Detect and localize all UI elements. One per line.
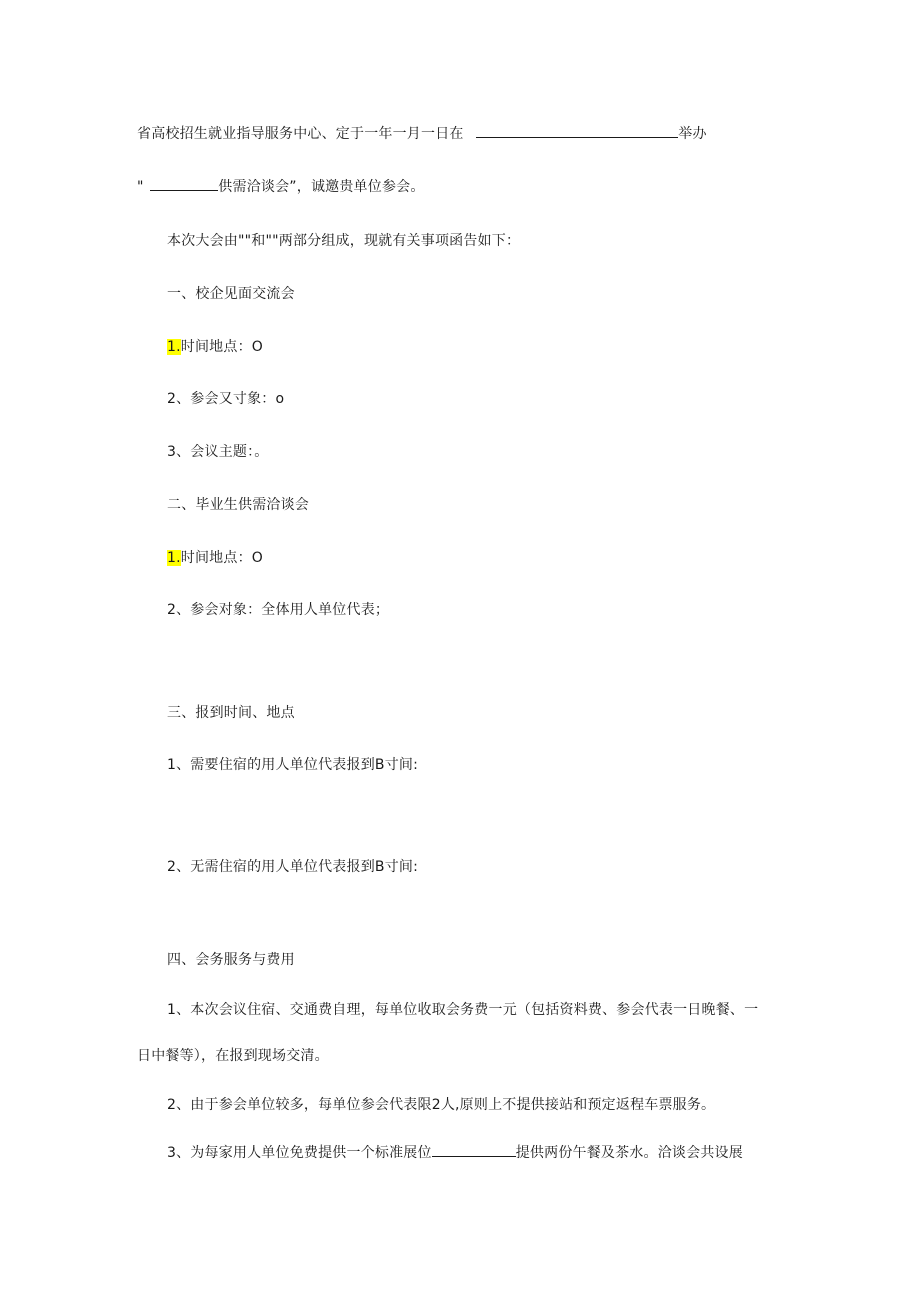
location-blank (476, 124, 678, 138)
parts-paragraph: 本次大会由""和""两部分组成，现就有关事项函告如下： (167, 233, 521, 249)
section4-item1-line2: 日中餐等），在报到现场交清。 (137, 1048, 329, 1064)
highlighted-number: 1. (167, 550, 181, 566)
intro-line (137, 124, 707, 144)
section2-item1 (167, 548, 263, 568)
item-text: 时间地点：O (180, 550, 263, 566)
section3-item1: 1、需要住宿的用人单位代表报到B寸间: (167, 757, 419, 773)
section4-item3 (167, 1143, 743, 1163)
intro-line-2 (137, 177, 425, 197)
section1-item2: 2、参会又寸象：o (167, 391, 285, 407)
intro2-text: 供需洽谈会”，诚邀贵单位参会。 (218, 179, 425, 195)
section2-heading: 二、毕业生供需洽谈会 (167, 497, 309, 513)
intro-text-end: 举办 (678, 126, 707, 142)
item-text: 时间地点：O (180, 339, 263, 355)
section4-heading: 四、会务服务与费用 (167, 952, 295, 968)
item3-text: 3、为每家用人单位免费提供一个标准展位 (167, 1145, 432, 1161)
section1-item1 (167, 337, 263, 357)
intro-text: 省高校招生就业指导服务中心、定于一年一月一日在 (137, 126, 464, 142)
event-name-blank (150, 177, 218, 191)
section1-heading: 一、校企见面交流会 (167, 286, 295, 302)
highlighted-number: 1. (167, 339, 181, 355)
section1-item3: 3、会议主题：。 (167, 444, 269, 460)
section3-heading: 三、报到时间、地点 (167, 705, 295, 721)
section4-item1-line1: 1、本次会议住宿、交通费自理，每单位收取会务费一元（包括资料费、参会代表一日晚餐、一 (167, 1002, 759, 1018)
section4-item2: 2、由于参会单位较多，每单位参会代表限2人,原则上不提供接站和预定返程车票服务。 (167, 1097, 716, 1113)
quote-mark: " (137, 179, 144, 195)
item3-text-end: 提供两份午餐及茶水。洽谈会共设展 (515, 1145, 743, 1161)
section2-item2: 2、参会对象：全体用人单位代表； (167, 602, 390, 618)
booth-blank (432, 1143, 516, 1157)
section3-item2: 2、无需住宿的用人单位代表报到B寸间: (167, 859, 419, 875)
